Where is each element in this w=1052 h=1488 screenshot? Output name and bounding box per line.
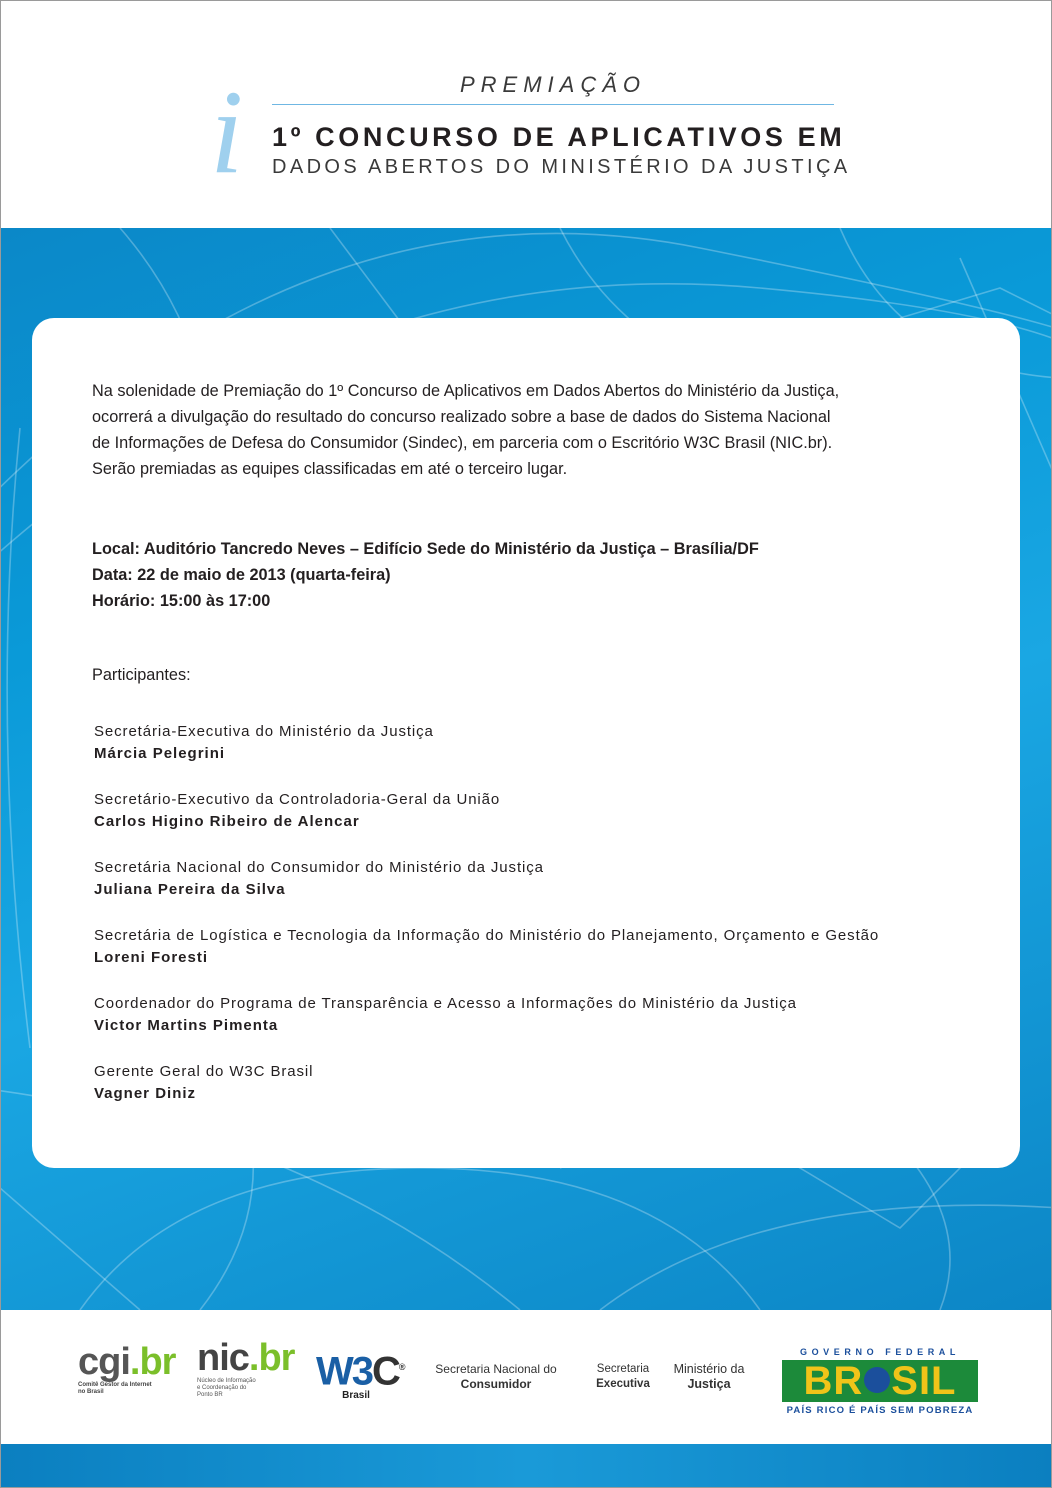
- participant-name: Márcia Pelegrini: [94, 745, 226, 762]
- nic-subtitle-3: Ponto BR: [197, 1392, 223, 1398]
- participant-role: Coordenador do Programa de Transparência e Acesso a Informações do Ministério da Justiça: [94, 995, 797, 1012]
- participant-item: [94, 856, 994, 924]
- nic-subtitle-1: Núcleo de Informação: [197, 1378, 256, 1384]
- senacon-logo: [426, 1362, 566, 1392]
- nic-br-logo: [197, 1337, 295, 1399]
- participant-role: Secretária de Logística e Tecnologia da Informação do Ministério do Planejamento, Orçamento e Gestão: [94, 927, 880, 944]
- intro-line: Na solenidade de Premiação do 1º Concurso de Aplicativos em Dados Abertos do Ministério da Justiça,: [92, 382, 840, 400]
- participant-name: Carlos Higino Ribeiro de Alencar: [94, 813, 360, 830]
- event-details: [92, 536, 972, 614]
- mj-line-2: Justiça: [687, 1377, 731, 1391]
- info-i-logo: i: [210, 65, 244, 198]
- senacon-line-2: Consumidor: [460, 1377, 532, 1391]
- brasil-text-a: BR: [803, 1359, 864, 1403]
- title-line-1: 1º CONCURSO DE APLICATIVOS EM: [272, 122, 846, 152]
- governo-federal-logo: [782, 1346, 978, 1418]
- event-time: Horário: 15:00 às 17:00: [92, 592, 271, 610]
- cgi-subtitle-1: Comitê Gestor da Internet: [78, 1382, 152, 1388]
- title-line-2: DADOS ABERTOS DO MINISTÉRIO DA JUSTIÇA: [272, 156, 851, 178]
- intro-line: Serão premiadas as equipes classificadas em até o terceiro lugar.: [92, 460, 568, 478]
- secretaria-executiva-logo: [592, 1362, 654, 1392]
- nic-subtitle-2: e Coordenação do: [197, 1385, 247, 1391]
- event-local: Local: Auditório Tancredo Neves – Edifício Sede do Ministério da Justiça – Brasília/DF: [92, 540, 759, 558]
- participant-role: Gerente Geral do W3C Brasil: [94, 1063, 314, 1080]
- brasil-text-b: SIL: [891, 1359, 957, 1403]
- cgi-br-mark: [78, 1341, 176, 1383]
- participant-role: Secretária-Executiva do Ministério da Justiça: [94, 723, 434, 740]
- participant-name: Loreni Foresti: [94, 949, 209, 966]
- nic-br-mark: [197, 1337, 295, 1379]
- gov-slogan: PAÍS RICO É PAÍS SEM POBREZA: [786, 1405, 974, 1416]
- ministerio-justica-logo: [664, 1362, 754, 1392]
- cgi-br-text: .br: [129, 1341, 176, 1383]
- se-line-2: Executiva: [596, 1378, 650, 1390]
- participant-role: Secretário-Executivo da Controladoria-Geral da União: [94, 791, 501, 808]
- participant-item: [94, 992, 994, 1060]
- brasil-wordmark: [782, 1360, 978, 1402]
- senacon-line-1: Secretaria Nacional do: [435, 1362, 557, 1376]
- bottom-blue-bar: [0, 1444, 1052, 1488]
- cgi-text: cgi: [78, 1341, 130, 1383]
- registered-icon: ®: [398, 1362, 404, 1372]
- participant-name: Vagner Diniz: [94, 1085, 197, 1102]
- gov-top-text: GOVERNO FEDERAL: [799, 1347, 960, 1357]
- header: [0, 0, 1052, 228]
- nic-text: nic: [197, 1337, 249, 1379]
- c-text: C: [372, 1349, 399, 1394]
- intro-paragraph: [92, 378, 972, 482]
- participants-label: Participantes:: [92, 666, 191, 684]
- w3c-brasil-logo: [316, 1346, 404, 1402]
- participant-item: [94, 788, 994, 856]
- intro-line: ocorrerá a divulgação do resultado do concurso realizado sobre a base de dados do Sistema Nacional: [92, 408, 831, 426]
- participant-item: [94, 1060, 994, 1128]
- content-card: [32, 318, 1020, 1168]
- intro-line: de Informações de Defesa do Consumidor (Sindec), em parceria com o Escritório W3C Brasil (NIC.br).: [92, 434, 833, 452]
- w3-text: W3: [316, 1349, 372, 1394]
- globe-icon: [864, 1367, 890, 1393]
- nic-br-text: .br: [248, 1337, 295, 1379]
- event-date: Data: 22 de maio de 2013 (quarta-feira): [92, 566, 391, 584]
- participants-list: [94, 720, 994, 1128]
- participant-role: Secretária Nacional do Consumidor do Ministério da Justiça: [94, 859, 544, 876]
- se-line-1: Secretaria: [596, 1363, 650, 1375]
- w3c-subtitle: Brasil: [342, 1390, 370, 1402]
- participant-item: [94, 720, 994, 788]
- mj-line-1: Ministério da: [673, 1362, 745, 1376]
- footer-logos: [0, 1310, 1052, 1444]
- cgi-subtitle-2: no Brasil: [78, 1389, 104, 1395]
- cgi-br-logo: [78, 1341, 176, 1396]
- premiacao-label: PREMIAÇÃO: [459, 72, 647, 97]
- w3c-mark: [316, 1346, 404, 1394]
- participant-name: Victor Martins Pimenta: [94, 1017, 279, 1034]
- header-rule: [272, 104, 834, 105]
- participant-name: Juliana Pereira da Silva: [94, 881, 286, 898]
- participant-item: [94, 924, 994, 992]
